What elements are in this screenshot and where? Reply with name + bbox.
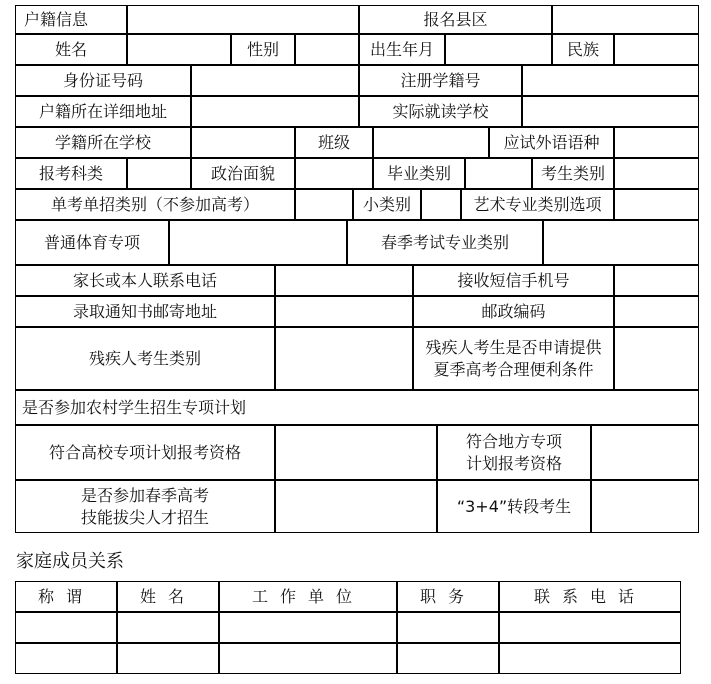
field-school-reg[interactable] (191, 127, 295, 158)
family-cell[interactable] (219, 643, 397, 674)
label-county: 报名县区 (359, 5, 552, 34)
label-disabled-type: 残疾人考生类别 (15, 327, 275, 390)
field-postcode[interactable] (614, 296, 699, 327)
family-header-phone: 联系电话 (499, 581, 681, 612)
field-disabled-type[interactable] (275, 327, 413, 390)
label-sms-phone: 接收短信手机号 (413, 265, 614, 296)
label-huji-info: 户籍信息 (15, 5, 127, 34)
label-birth: 出生年月 (359, 34, 445, 65)
label-exam-type: 考生类别 (532, 158, 614, 189)
family-cell[interactable] (117, 612, 219, 643)
field-name[interactable] (127, 34, 231, 65)
field-three-four[interactable] (591, 480, 699, 533)
field-foreign-lang[interactable] (614, 127, 699, 158)
family-cell[interactable] (499, 612, 681, 643)
field-sub-type[interactable] (421, 189, 461, 220)
family-header-position: 职务 (397, 581, 499, 612)
field-single-exam[interactable] (295, 189, 353, 220)
label-ethnicity: 民族 (552, 34, 614, 65)
label-address: 户籍所在详细地址 (15, 96, 191, 127)
label-sub-type: 小类别 (353, 189, 421, 220)
family-header-name: 姓名 (117, 581, 219, 612)
label-class: 班级 (295, 127, 373, 158)
label-school-now: 实际就读学校 (359, 96, 522, 127)
label-foreign-lang: 应试外语语种 (489, 127, 614, 158)
label-spring-type: 春季考试专业类别 (347, 220, 543, 265)
label-art-type: 艺术专业类别选项 (461, 189, 614, 220)
label-id-number: 身份证号码 (15, 65, 191, 96)
family-header-relation: 称谓 (15, 581, 117, 612)
family-section-title: 家庭成员关系 (16, 551, 124, 572)
label-rural-plan: 是否参加农村学生招生专项计划 (15, 390, 699, 425)
field-pe[interactable] (169, 220, 347, 265)
label-pe: 普通体育专项 (15, 220, 169, 265)
label-name: 姓名 (15, 34, 127, 65)
label-student-no: 注册学籍号 (359, 65, 522, 96)
label-school-reg: 学籍所在学校 (15, 127, 191, 158)
field-mail-addr[interactable] (275, 296, 413, 327)
label-local-plan: 符合地方专项 计划报考资格 (437, 425, 591, 480)
family-cell[interactable] (499, 643, 681, 674)
family-cell[interactable] (15, 612, 117, 643)
label-spring-talent: 是否参加春季高考 技能拔尖人才招生 (15, 480, 275, 533)
field-class[interactable] (373, 127, 489, 158)
family-cell[interactable] (397, 612, 499, 643)
label-disabled-apply: 残疾人考生是否申请提供 夏季高考合理便利条件 (413, 327, 614, 390)
field-subject[interactable] (127, 158, 191, 189)
label-subject: 报考科类 (15, 158, 127, 189)
field-gender[interactable] (295, 34, 359, 65)
label-mail-addr: 录取通知书邮寄地址 (15, 296, 275, 327)
field-grad-type[interactable] (465, 158, 532, 189)
label-three-four: “3+4”转段考生 (437, 480, 591, 533)
field-phone[interactable] (275, 265, 413, 296)
family-cell[interactable] (117, 643, 219, 674)
field-address[interactable] (191, 96, 359, 127)
label-gender: 性别 (231, 34, 295, 65)
field-ethnicity[interactable] (614, 34, 699, 65)
field-political[interactable] (295, 158, 373, 189)
family-cell[interactable] (397, 643, 499, 674)
field-local-plan[interactable] (591, 425, 699, 480)
field-art-type[interactable] (614, 189, 699, 220)
field-spring-type[interactable] (543, 220, 699, 265)
label-single-exam: 单考单招类别（不参加高考） (15, 189, 295, 220)
field-id-number[interactable] (191, 65, 359, 96)
label-college-plan: 符合高校专项计划报考资格 (15, 425, 275, 480)
label-political: 政治面貌 (191, 158, 295, 189)
field-exam-type[interactable] (614, 158, 699, 189)
field-county[interactable] (552, 5, 699, 34)
field-student-no[interactable] (522, 65, 699, 96)
label-postcode: 邮政编码 (413, 296, 614, 327)
field-spring-talent[interactable] (275, 480, 437, 533)
family-cell[interactable] (15, 643, 117, 674)
field-sms-phone[interactable] (614, 265, 699, 296)
field-school-now[interactable] (522, 96, 699, 127)
field-huji-info[interactable] (127, 5, 359, 34)
label-phone: 家长或本人联系电话 (15, 265, 275, 296)
field-college-plan[interactable] (275, 425, 437, 480)
field-birth[interactable] (445, 34, 552, 65)
label-grad-type: 毕业类别 (373, 158, 465, 189)
family-header-employer: 工作单位 (219, 581, 397, 612)
field-disabled-apply[interactable] (614, 327, 699, 390)
family-cell[interactable] (219, 612, 397, 643)
